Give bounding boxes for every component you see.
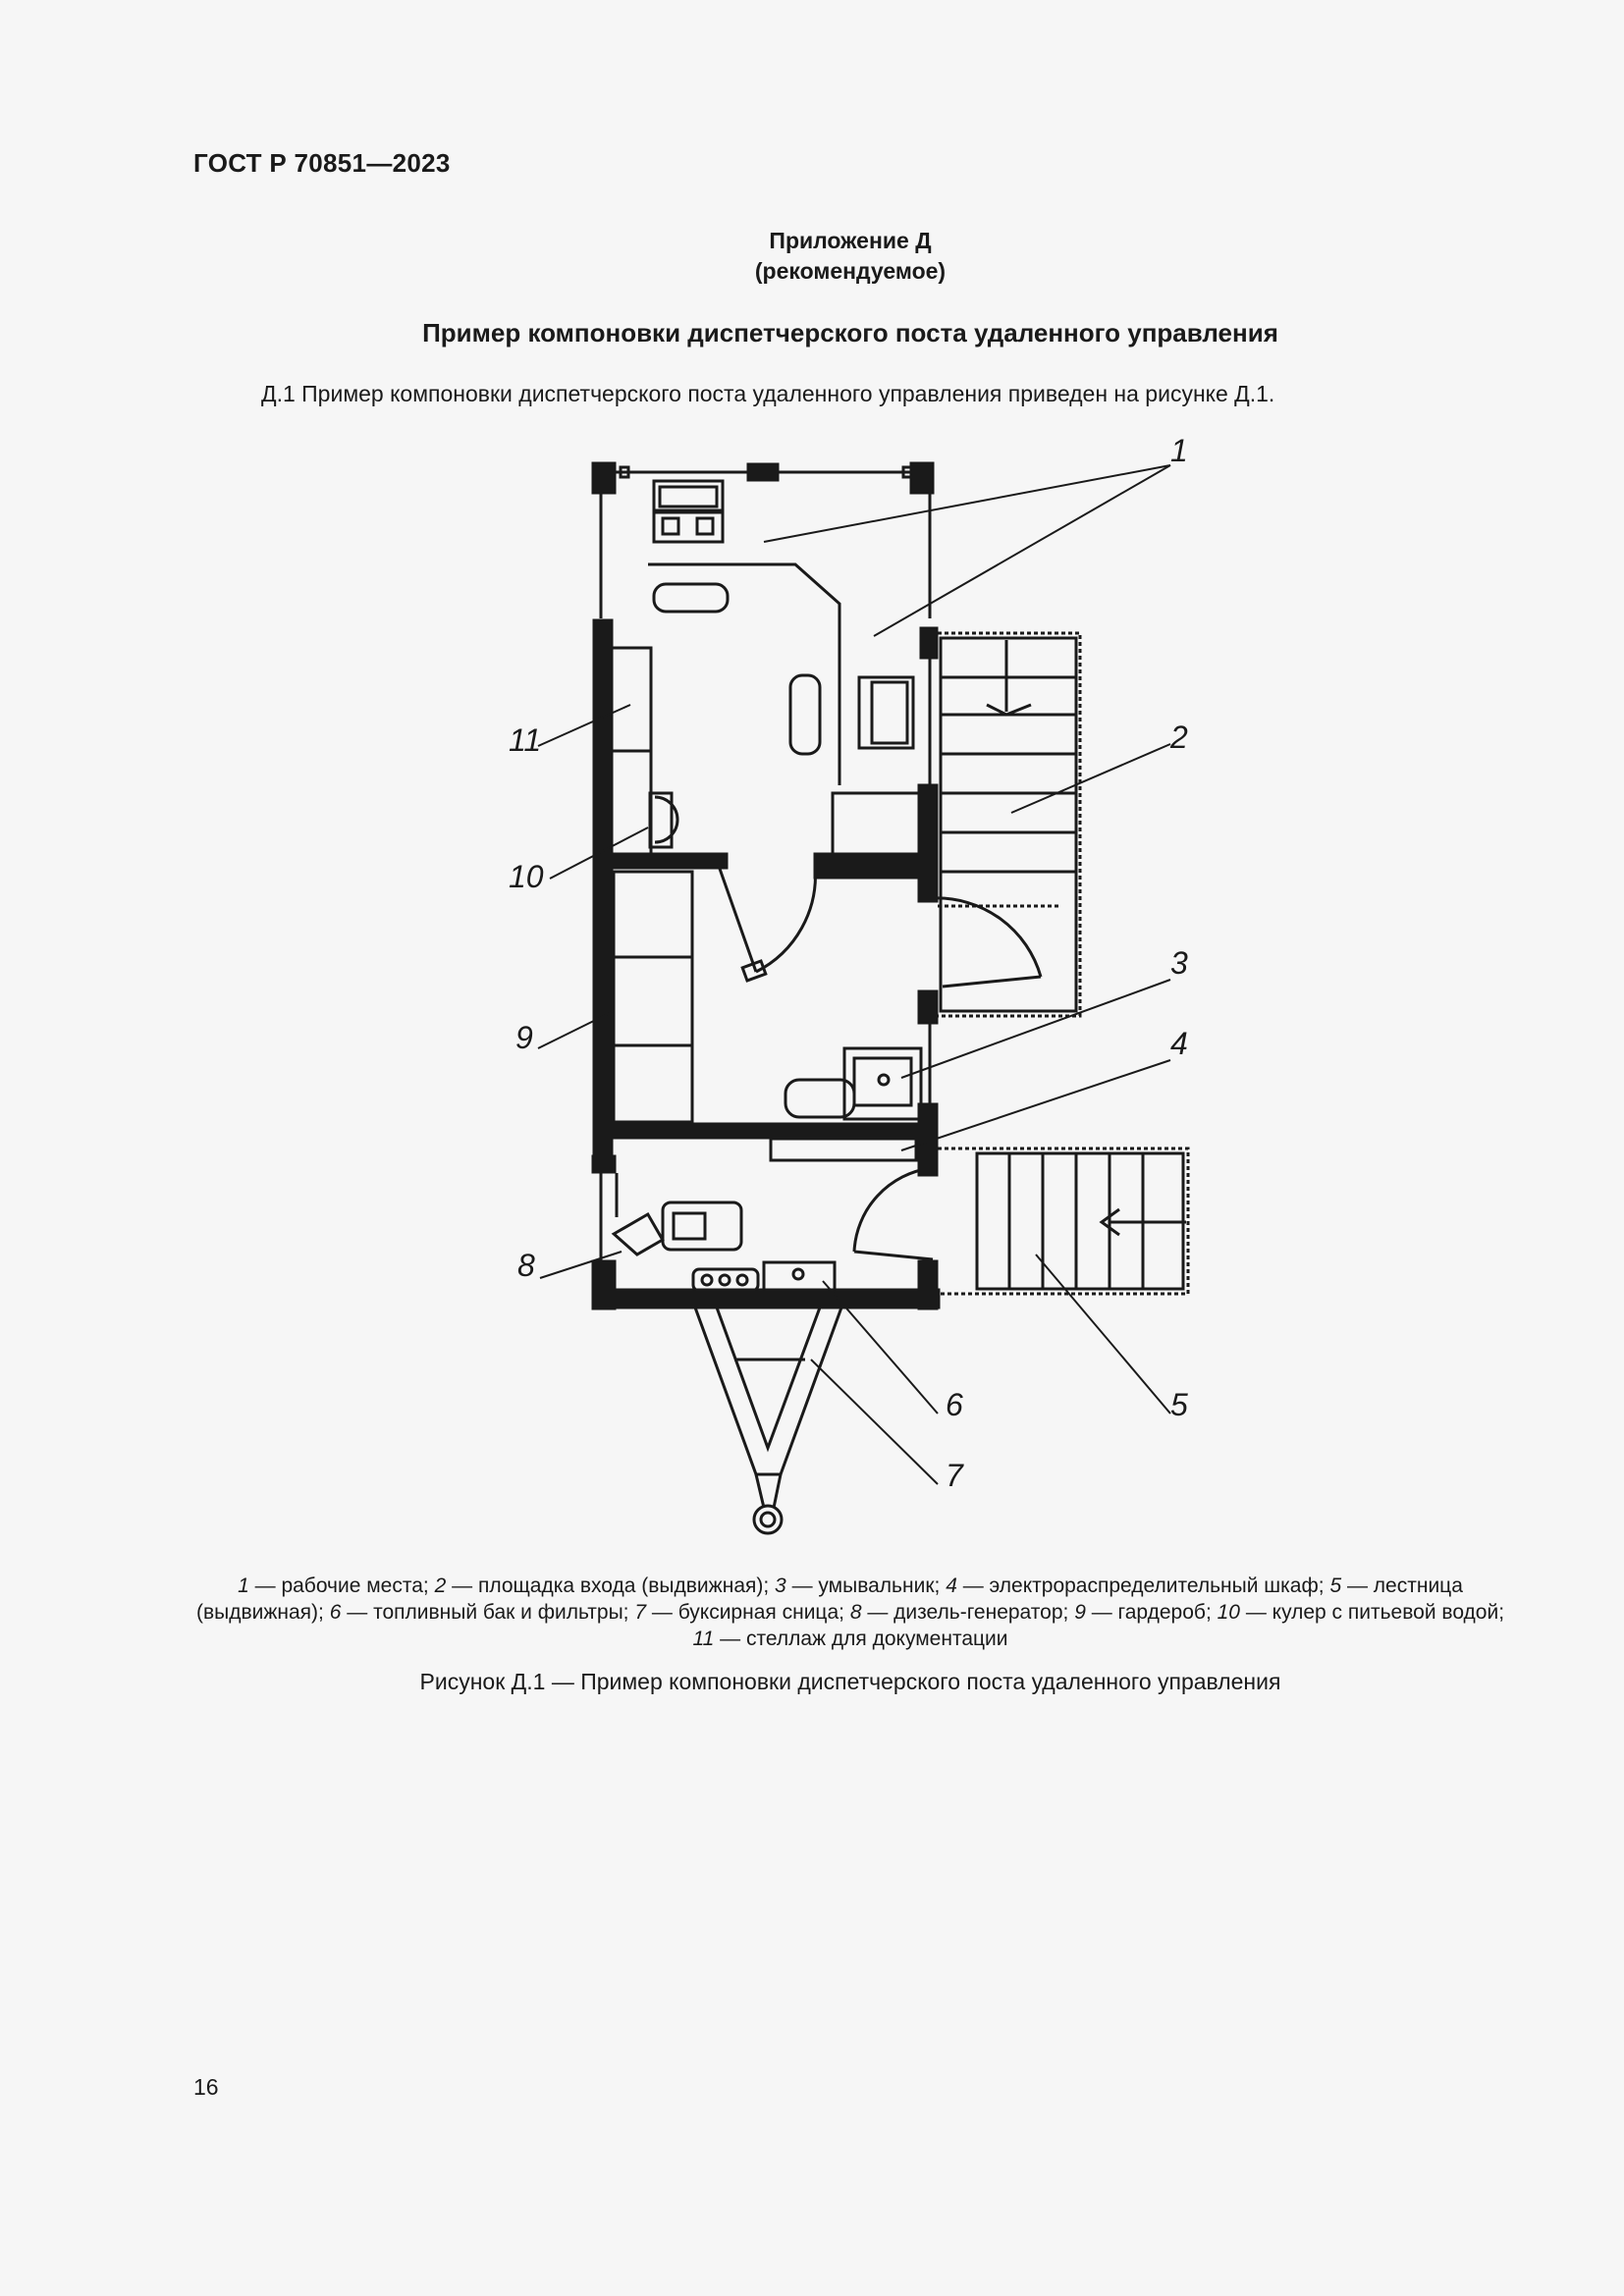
chair (654, 584, 728, 612)
plan-stroke (538, 705, 630, 746)
plan-stroke (921, 628, 937, 658)
plan-stroke (697, 518, 713, 534)
plan-stroke (717, 1308, 820, 1448)
door-swing (720, 866, 815, 972)
document-rack (612, 648, 651, 751)
plan-stroke (811, 1360, 938, 1484)
plan-stroke (901, 1060, 1170, 1150)
callout-label: 6 (946, 1387, 963, 1422)
section-title: Пример компоновки диспетчерского поста удаленного управления (422, 318, 1278, 347)
plan-stroke (702, 1275, 712, 1285)
plan-stroke (756, 1474, 764, 1508)
wardrobe (614, 872, 692, 1122)
plan-stroke (854, 1168, 933, 1259)
plan-stroke (612, 751, 651, 854)
plan-stroke (854, 1058, 911, 1105)
intro-paragraph: Д.1 Пример компоновки диспетчерского поста удаленного управления приведен на рисунке Д.1. (261, 381, 1275, 406)
plan-stroke (941, 638, 1076, 1011)
plan-stroke (764, 1262, 835, 1292)
plan-stroke (720, 1275, 730, 1285)
plan-stroke (859, 677, 913, 748)
plan-stroke (774, 1474, 781, 1508)
figure-legend (193, 1573, 1507, 1652)
plan-stroke (761, 1513, 775, 1526)
plan-stroke (879, 1075, 889, 1085)
legend-item: 10 — кулер с питьевой водой; (1217, 1601, 1505, 1624)
entrance-platform (938, 633, 1080, 1016)
legend-item: 7 — буксирная сница; (634, 1601, 844, 1624)
plan-stroke (674, 1213, 705, 1239)
legend-item: 6 — топливный бак и фильтры; (329, 1601, 629, 1624)
plan-stroke (815, 854, 921, 878)
callout-label: 1 (1170, 433, 1188, 468)
plan-stroke (737, 1275, 747, 1285)
corner-post (593, 463, 615, 493)
legend-item: 5 — лестница (выдвижная); (195, 1575, 1463, 1624)
plan-stroke (660, 487, 717, 507)
callout-label: 7 (946, 1458, 963, 1493)
legend-item: 9 — гардероб; (1074, 1601, 1212, 1624)
plan-stroke (655, 797, 677, 842)
left-wall (594, 620, 612, 1155)
callout-label: 9 (515, 1020, 533, 1055)
plan-stroke (1036, 1255, 1170, 1414)
document-number: ГОСТ Р 70851—2023 (193, 148, 451, 178)
figure-caption: Рисунок Д.1 — Пример компоновки диспетчерского поста удаленного управления (419, 1669, 1281, 1694)
callout-label: 8 (517, 1248, 535, 1283)
partition-upper (612, 854, 727, 868)
plan-stroke (742, 961, 766, 981)
callout-label: 2 (1170, 720, 1188, 755)
electrical-cabinet (771, 1139, 916, 1160)
plan-stroke (748, 464, 778, 480)
legend-item: 4 — электрораспределительный шкаф; (946, 1575, 1325, 1597)
legend-item: 3 — умывальник; (775, 1575, 941, 1597)
plan-stroke (663, 518, 678, 534)
plan-stroke (919, 991, 937, 1023)
plan-stroke (593, 1156, 615, 1172)
callout-label: 10 (509, 859, 544, 894)
legend-item: 11 — стеллаж для документации (692, 1628, 1008, 1650)
plan-stroke (833, 793, 921, 856)
plan-stroke (919, 1261, 937, 1308)
corner-post (911, 463, 933, 493)
callout-label: 3 (1170, 945, 1188, 981)
plan-stroke (754, 1506, 782, 1533)
chair (790, 675, 820, 754)
plan-stroke (538, 463, 1188, 1533)
page-number: 16 (193, 2074, 219, 2100)
plan-stroke (872, 682, 907, 743)
plan-stroke (793, 1269, 803, 1279)
legend-item: 1 — рабочие места; (238, 1575, 429, 1597)
appendix-subtitle: (рекомендуемое) (754, 258, 947, 284)
callout-label: 4 (1170, 1026, 1188, 1061)
appendix-title: Приложение Д (769, 228, 932, 253)
callout-label: 11 (509, 722, 542, 758)
callout-label: 5 (1170, 1387, 1188, 1422)
plan-stroke (764, 465, 1170, 542)
legend-item: 8 — дизель-генератор; (849, 1601, 1069, 1624)
partition-lower (612, 1124, 936, 1138)
legend-item: 2 — площадка входа (выдвижная); (434, 1575, 770, 1597)
plan-stroke (933, 898, 1041, 987)
